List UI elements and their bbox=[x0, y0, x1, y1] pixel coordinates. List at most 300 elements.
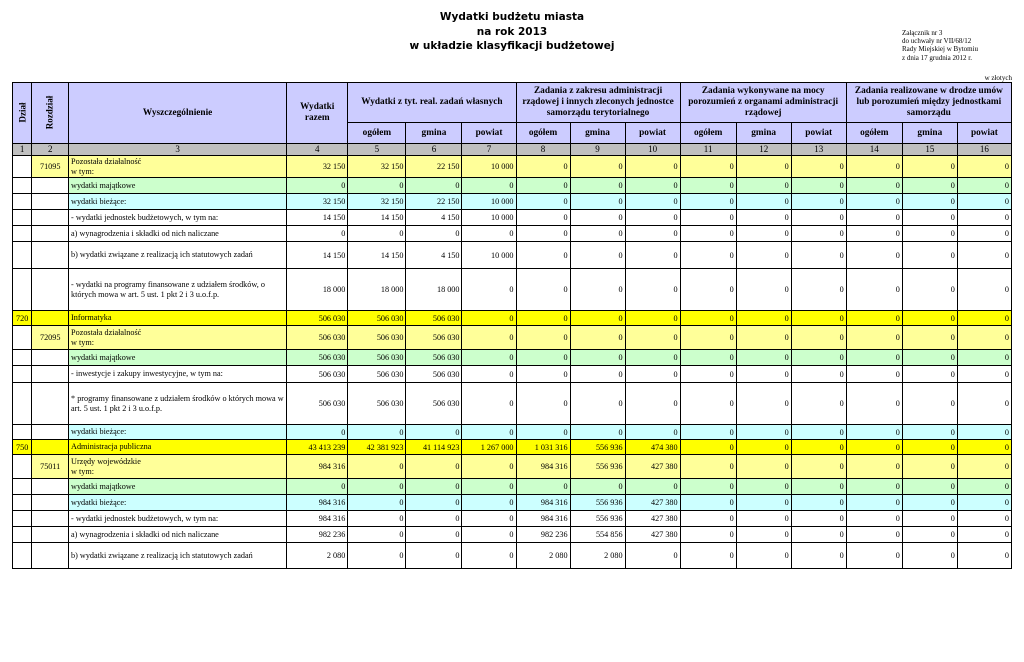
cell-value: 0 bbox=[516, 269, 570, 311]
cell-value: 0 bbox=[791, 511, 846, 527]
cell-value: 0 bbox=[625, 178, 680, 194]
cell-value: 42 381 923 bbox=[348, 440, 406, 455]
cell-value: 0 bbox=[736, 242, 791, 269]
column-number: 2 bbox=[32, 144, 69, 156]
cell-value: 10 000 bbox=[462, 156, 516, 178]
cell-value: 0 bbox=[680, 178, 736, 194]
cell-value: 10 000 bbox=[462, 194, 516, 210]
cell-value: 427 380 bbox=[625, 511, 680, 527]
cell-dzial bbox=[13, 455, 32, 479]
cell-dzial bbox=[13, 326, 32, 350]
cell-dzial bbox=[13, 269, 32, 311]
cell-value: 0 bbox=[736, 194, 791, 210]
cell-value: 0 bbox=[791, 527, 846, 543]
cell-value: 0 bbox=[516, 366, 570, 383]
cell-value: 0 bbox=[957, 311, 1011, 326]
cell-wyszczegolnienie: wydatki bieżące: bbox=[69, 495, 287, 511]
cell-value: 0 bbox=[462, 226, 516, 242]
cell-value: 0 bbox=[462, 543, 516, 569]
cell-value: 0 bbox=[791, 543, 846, 569]
cell-value: 0 bbox=[462, 383, 516, 425]
cell-rozdzial: 75011 bbox=[32, 455, 69, 479]
cell-value: 0 bbox=[406, 455, 462, 479]
table-row bbox=[13, 178, 1012, 194]
cell-value: 0 bbox=[625, 311, 680, 326]
cell-dzial bbox=[13, 543, 32, 569]
cell-value: 0 bbox=[625, 479, 680, 495]
table-row bbox=[13, 479, 1012, 495]
cell-value: 0 bbox=[625, 210, 680, 226]
cell-value: 0 bbox=[570, 383, 625, 425]
cell-value: 0 bbox=[902, 366, 957, 383]
column-number: 8 bbox=[516, 144, 570, 156]
cell-value: 0 bbox=[570, 226, 625, 242]
annex-line-3: Rady Miejskiej w Bytomiu bbox=[902, 45, 979, 54]
cell-value: 474 380 bbox=[625, 440, 680, 455]
cell-value: 556 936 bbox=[570, 511, 625, 527]
cell-value: 0 bbox=[680, 425, 736, 440]
cell-value: 556 936 bbox=[570, 440, 625, 455]
cell-value: 0 bbox=[462, 479, 516, 495]
cell-value: 0 bbox=[957, 527, 1011, 543]
cell-wyszczegolnienie: Informatyka bbox=[69, 311, 287, 326]
header-rozdzial: Rozdział bbox=[32, 83, 69, 144]
cell-value: 0 bbox=[791, 479, 846, 495]
cell-value: 0 bbox=[736, 495, 791, 511]
cell-value: 0 bbox=[736, 455, 791, 479]
cell-value: 0 bbox=[957, 194, 1011, 210]
cell-value: 0 bbox=[791, 350, 846, 366]
cell-value: 506 030 bbox=[287, 326, 348, 350]
cell-value: 0 bbox=[570, 425, 625, 440]
cell-value: 0 bbox=[406, 511, 462, 527]
table-row bbox=[13, 511, 1012, 527]
table-row bbox=[13, 156, 1012, 178]
cell-value: 0 bbox=[348, 178, 406, 194]
cell-value: 0 bbox=[462, 311, 516, 326]
cell-value: 0 bbox=[846, 194, 902, 210]
cell-value: 0 bbox=[625, 242, 680, 269]
cell-value: 0 bbox=[570, 311, 625, 326]
cell-value: 0 bbox=[902, 311, 957, 326]
cell-value: 556 936 bbox=[570, 495, 625, 511]
cell-value: 0 bbox=[736, 210, 791, 226]
cell-value: 0 bbox=[736, 226, 791, 242]
cell-value: 0 bbox=[957, 269, 1011, 311]
cell-value: 0 bbox=[957, 543, 1011, 569]
header-ogolem: ogółem bbox=[348, 123, 406, 144]
table-row bbox=[13, 543, 1012, 569]
cell-value: 0 bbox=[846, 495, 902, 511]
cell-value: 0 bbox=[846, 242, 902, 269]
cell-value: 0 bbox=[680, 326, 736, 350]
cell-value: 0 bbox=[791, 326, 846, 350]
cell-value: 0 bbox=[516, 425, 570, 440]
cell-value: 0 bbox=[902, 511, 957, 527]
cell-value: 984 316 bbox=[516, 495, 570, 511]
budget-table bbox=[12, 82, 1012, 569]
cell-value: 506 030 bbox=[406, 383, 462, 425]
cell-value: 0 bbox=[736, 440, 791, 455]
cell-value: 0 bbox=[736, 350, 791, 366]
cell-value: 2 080 bbox=[570, 543, 625, 569]
column-number: 11 bbox=[680, 144, 736, 156]
cell-rozdzial bbox=[32, 440, 69, 455]
cell-value: 0 bbox=[736, 479, 791, 495]
column-number: 9 bbox=[570, 144, 625, 156]
cell-dzial bbox=[13, 479, 32, 495]
cell-value: 0 bbox=[516, 383, 570, 425]
cell-rozdzial bbox=[32, 527, 69, 543]
cell-value: 0 bbox=[570, 350, 625, 366]
cell-value: 0 bbox=[846, 543, 902, 569]
cell-value: 0 bbox=[570, 326, 625, 350]
cell-value: 0 bbox=[902, 440, 957, 455]
cell-value: 18 000 bbox=[348, 269, 406, 311]
cell-wyszczegolnienie: - wydatki jednostek budżetowych, w tym na: bbox=[69, 511, 287, 527]
cell-value: 0 bbox=[680, 350, 736, 366]
table-row bbox=[13, 311, 1012, 326]
table-row bbox=[13, 350, 1012, 366]
title-line-2: na rok 2013 bbox=[476, 25, 548, 38]
cell-value: 0 bbox=[846, 455, 902, 479]
cell-value: 984 316 bbox=[516, 455, 570, 479]
cell-value: 0 bbox=[570, 366, 625, 383]
cell-value: 0 bbox=[902, 194, 957, 210]
header-gmina: gmina bbox=[736, 123, 791, 144]
cell-value: 0 bbox=[680, 210, 736, 226]
cell-value: 0 bbox=[680, 226, 736, 242]
cell-value: 0 bbox=[406, 543, 462, 569]
cell-value: 0 bbox=[680, 242, 736, 269]
cell-value: 0 bbox=[625, 366, 680, 383]
cell-value: 0 bbox=[680, 383, 736, 425]
cell-value: 0 bbox=[680, 455, 736, 479]
cell-value: 0 bbox=[902, 178, 957, 194]
cell-value: 0 bbox=[348, 479, 406, 495]
cell-value: 0 bbox=[462, 269, 516, 311]
cell-value: 0 bbox=[406, 479, 462, 495]
cell-value: 0 bbox=[462, 495, 516, 511]
column-number: 4 bbox=[287, 144, 348, 156]
cell-value: 0 bbox=[462, 455, 516, 479]
cell-value: 0 bbox=[516, 479, 570, 495]
table-row bbox=[13, 269, 1012, 311]
cell-wyszczegolnienie: - wydatki na programy finansowane z udziałem środków, o których mowa w art. 5 ust. 1 pkt 2 i 3 u.o.f.p. bbox=[69, 269, 287, 311]
cell-value: 0 bbox=[516, 194, 570, 210]
cell-value: 0 bbox=[736, 383, 791, 425]
cell-value: 0 bbox=[680, 156, 736, 178]
table-row bbox=[13, 326, 1012, 350]
cell-value: 0 bbox=[570, 194, 625, 210]
header-ogolem: ogółem bbox=[516, 123, 570, 144]
annex-note bbox=[902, 29, 1022, 62]
cell-value: 0 bbox=[957, 383, 1011, 425]
cell-value: 0 bbox=[406, 425, 462, 440]
cell-value: 984 316 bbox=[287, 511, 348, 527]
cell-value: 0 bbox=[736, 178, 791, 194]
cell-rozdzial bbox=[32, 383, 69, 425]
document-title bbox=[0, 10, 1024, 54]
cell-value: 22 150 bbox=[406, 156, 462, 178]
cell-value: 0 bbox=[791, 269, 846, 311]
cell-value: 982 236 bbox=[516, 527, 570, 543]
cell-wyszczegolnienie: wydatki bieżące: bbox=[69, 425, 287, 440]
cell-value: 0 bbox=[406, 178, 462, 194]
cell-value: 506 030 bbox=[287, 366, 348, 383]
cell-value: 0 bbox=[902, 425, 957, 440]
cell-value: 0 bbox=[570, 269, 625, 311]
column-number: 16 bbox=[957, 144, 1011, 156]
cell-value: 0 bbox=[625, 269, 680, 311]
cell-value: 0 bbox=[957, 455, 1011, 479]
cell-value: 0 bbox=[846, 269, 902, 311]
header-ogolem: ogółem bbox=[680, 123, 736, 144]
cell-value: 506 030 bbox=[348, 326, 406, 350]
cell-value: 506 030 bbox=[406, 311, 462, 326]
cell-value: 427 380 bbox=[625, 455, 680, 479]
cell-value: 4 150 bbox=[406, 242, 462, 269]
annex-line-2: do uchwały nr VII/68/12 bbox=[902, 37, 972, 46]
cell-value: 0 bbox=[516, 210, 570, 226]
cell-rozdzial bbox=[32, 543, 69, 569]
cell-value: 0 bbox=[846, 425, 902, 440]
cell-value: 0 bbox=[902, 383, 957, 425]
cell-value: 556 936 bbox=[570, 455, 625, 479]
cell-value: 0 bbox=[406, 527, 462, 543]
cell-value: 0 bbox=[957, 350, 1011, 366]
cell-rozdzial bbox=[32, 425, 69, 440]
cell-value: 2 080 bbox=[516, 543, 570, 569]
cell-value: 0 bbox=[516, 242, 570, 269]
cell-value: 18 000 bbox=[287, 269, 348, 311]
header-powiat: powiat bbox=[625, 123, 680, 144]
cell-value: 0 bbox=[680, 366, 736, 383]
header-group-wlasne: Wydatki z tyt. real. zadań własnych bbox=[348, 83, 516, 123]
table-row bbox=[13, 242, 1012, 269]
cell-value: 0 bbox=[462, 178, 516, 194]
cell-value: 0 bbox=[348, 527, 406, 543]
cell-value: 506 030 bbox=[348, 366, 406, 383]
header-ogolem: ogółem bbox=[846, 123, 902, 144]
column-number: 10 bbox=[625, 144, 680, 156]
cell-value: 0 bbox=[625, 326, 680, 350]
cell-value: 1 031 316 bbox=[516, 440, 570, 455]
cell-wyszczegolnienie: b) wydatki związane z realizacją ich statutowych zadań bbox=[69, 242, 287, 269]
cell-value: 0 bbox=[287, 226, 348, 242]
cell-value: 0 bbox=[902, 495, 957, 511]
cell-value: 427 380 bbox=[625, 527, 680, 543]
cell-value: 0 bbox=[902, 269, 957, 311]
cell-value: 0 bbox=[736, 425, 791, 440]
cell-value: 0 bbox=[406, 226, 462, 242]
cell-value: 0 bbox=[625, 156, 680, 178]
cell-value: 0 bbox=[791, 242, 846, 269]
cell-value: 14 150 bbox=[287, 242, 348, 269]
cell-value: 0 bbox=[791, 156, 846, 178]
cell-rozdzial bbox=[32, 366, 69, 383]
cell-rozdzial bbox=[32, 242, 69, 269]
cell-value: 0 bbox=[287, 178, 348, 194]
cell-value: 0 bbox=[462, 511, 516, 527]
cell-dzial bbox=[13, 366, 32, 383]
cell-wyszczegolnienie: a) wynagrodzenia i składki od nich naliczane bbox=[69, 226, 287, 242]
cell-value: 0 bbox=[902, 226, 957, 242]
cell-value: 0 bbox=[846, 226, 902, 242]
cell-value: 0 bbox=[957, 178, 1011, 194]
cell-value: 506 030 bbox=[348, 311, 406, 326]
cell-value: 0 bbox=[348, 455, 406, 479]
cell-value: 0 bbox=[625, 194, 680, 210]
cell-value: 0 bbox=[957, 495, 1011, 511]
cell-value: 984 316 bbox=[287, 455, 348, 479]
cell-value: 32 150 bbox=[348, 194, 406, 210]
cell-value: 0 bbox=[846, 326, 902, 350]
header-gmina: gmina bbox=[902, 123, 957, 144]
cell-wyszczegolnienie: wydatki majątkowe bbox=[69, 350, 287, 366]
cell-value: 0 bbox=[957, 366, 1011, 383]
cell-value: 0 bbox=[736, 326, 791, 350]
cell-dzial bbox=[13, 194, 32, 210]
cell-rozdzial bbox=[32, 495, 69, 511]
cell-dzial bbox=[13, 511, 32, 527]
table-row bbox=[13, 440, 1012, 455]
cell-rozdzial bbox=[32, 178, 69, 194]
cell-wyszczegolnienie: b) wydatki związane z realizacją ich statutowych zadań bbox=[69, 543, 287, 569]
cell-wyszczegolnienie: wydatki bieżące: bbox=[69, 194, 287, 210]
cell-value: 0 bbox=[625, 226, 680, 242]
title-line-3: w układzie klasyfikacji budżetowej bbox=[409, 40, 615, 52]
cell-value: 0 bbox=[462, 350, 516, 366]
cell-value: 41 114 923 bbox=[406, 440, 462, 455]
cell-value: 0 bbox=[957, 479, 1011, 495]
cell-rozdzial bbox=[32, 479, 69, 495]
cell-value: 0 bbox=[680, 479, 736, 495]
cell-value: 0 bbox=[902, 242, 957, 269]
cell-value: 0 bbox=[516, 178, 570, 194]
cell-value: 0 bbox=[902, 156, 957, 178]
cell-wyszczegolnienie: - inwestycje i zakupy inwestycyjne, w tym na: bbox=[69, 366, 287, 383]
cell-value: 0 bbox=[791, 440, 846, 455]
cell-value: 10 000 bbox=[462, 242, 516, 269]
cell-value: 0 bbox=[791, 383, 846, 425]
column-number: 3 bbox=[69, 144, 287, 156]
cell-value: 0 bbox=[902, 455, 957, 479]
cell-value: 506 030 bbox=[287, 383, 348, 425]
cell-value: 0 bbox=[736, 511, 791, 527]
cell-value: 4 150 bbox=[406, 210, 462, 226]
cell-wyszczegolnienie: a) wynagrodzenia i składki od nich naliczane bbox=[69, 527, 287, 543]
cell-value: 0 bbox=[348, 226, 406, 242]
cell-value: 0 bbox=[462, 425, 516, 440]
column-number: 6 bbox=[406, 144, 462, 156]
cell-wyszczegolnienie: - wydatki jednostek budżetowych, w tym na: bbox=[69, 210, 287, 226]
cell-value: 14 150 bbox=[287, 210, 348, 226]
cell-value: 0 bbox=[462, 366, 516, 383]
cell-value: 0 bbox=[791, 425, 846, 440]
cell-value: 22 150 bbox=[406, 194, 462, 210]
cell-value: 0 bbox=[287, 425, 348, 440]
cell-value: 0 bbox=[846, 178, 902, 194]
title-line-1: Wydatki budżetu miasta bbox=[439, 11, 585, 23]
column-number: 12 bbox=[736, 144, 791, 156]
table-row bbox=[13, 210, 1012, 226]
cell-value: 506 030 bbox=[406, 366, 462, 383]
cell-dzial bbox=[13, 527, 32, 543]
unit-label: w złotych bbox=[984, 74, 1012, 82]
cell-rozdzial bbox=[32, 511, 69, 527]
cell-value: 0 bbox=[846, 156, 902, 178]
cell-value: 506 030 bbox=[348, 383, 406, 425]
cell-value: 0 bbox=[791, 311, 846, 326]
cell-value: 0 bbox=[516, 156, 570, 178]
table-row bbox=[13, 455, 1012, 479]
cell-rozdzial bbox=[32, 194, 69, 210]
cell-value: 0 bbox=[846, 350, 902, 366]
cell-dzial bbox=[13, 350, 32, 366]
cell-wyszczegolnienie: wydatki majątkowe bbox=[69, 178, 287, 194]
cell-rozdzial: 72095 bbox=[32, 326, 69, 350]
cell-dzial bbox=[13, 495, 32, 511]
cell-value: 0 bbox=[846, 311, 902, 326]
table-row bbox=[13, 383, 1012, 425]
cell-value: 0 bbox=[957, 440, 1011, 455]
cell-value: 18 000 bbox=[406, 269, 462, 311]
cell-value: 0 bbox=[516, 326, 570, 350]
cell-value: 554 856 bbox=[570, 527, 625, 543]
cell-value: 0 bbox=[902, 479, 957, 495]
cell-value: 0 bbox=[680, 543, 736, 569]
annex-line-4: z dnia 17 grudnia 2012 r. bbox=[902, 53, 972, 62]
cell-wyszczegolnienie: Administracja publiczna bbox=[69, 440, 287, 455]
cell-value: 506 030 bbox=[287, 311, 348, 326]
cell-value: 0 bbox=[680, 269, 736, 311]
cell-value: 0 bbox=[570, 210, 625, 226]
column-number: 7 bbox=[462, 144, 516, 156]
cell-rozdzial bbox=[32, 226, 69, 242]
cell-value: 0 bbox=[680, 495, 736, 511]
cell-value: 0 bbox=[462, 527, 516, 543]
cell-value: 0 bbox=[957, 226, 1011, 242]
table-row bbox=[13, 366, 1012, 383]
cell-rozdzial bbox=[32, 350, 69, 366]
cell-wyszczegolnienie: Pozostała działalność w tym: bbox=[69, 326, 287, 350]
cell-value: 0 bbox=[791, 210, 846, 226]
cell-value: 0 bbox=[957, 326, 1011, 350]
cell-value: 0 bbox=[957, 242, 1011, 269]
cell-value: 0 bbox=[846, 527, 902, 543]
cell-value: 0 bbox=[736, 543, 791, 569]
cell-value: 32 150 bbox=[287, 156, 348, 178]
cell-value: 506 030 bbox=[348, 350, 406, 366]
cell-dzial: 720 bbox=[13, 311, 32, 326]
cell-value: 0 bbox=[791, 194, 846, 210]
column-number: 15 bbox=[902, 144, 957, 156]
cell-value: 0 bbox=[791, 495, 846, 511]
cell-value: 0 bbox=[902, 543, 957, 569]
table-row bbox=[13, 226, 1012, 242]
cell-value: 982 236 bbox=[287, 527, 348, 543]
cell-value: 0 bbox=[736, 269, 791, 311]
cell-value: 0 bbox=[791, 366, 846, 383]
cell-rozdzial bbox=[32, 210, 69, 226]
table-row bbox=[13, 425, 1012, 440]
cell-value: 14 150 bbox=[348, 242, 406, 269]
annex-line-1: Załącznik nr 3 bbox=[902, 29, 943, 37]
cell-value: 0 bbox=[846, 366, 902, 383]
header-gmina: gmina bbox=[406, 123, 462, 144]
cell-value: 0 bbox=[846, 511, 902, 527]
